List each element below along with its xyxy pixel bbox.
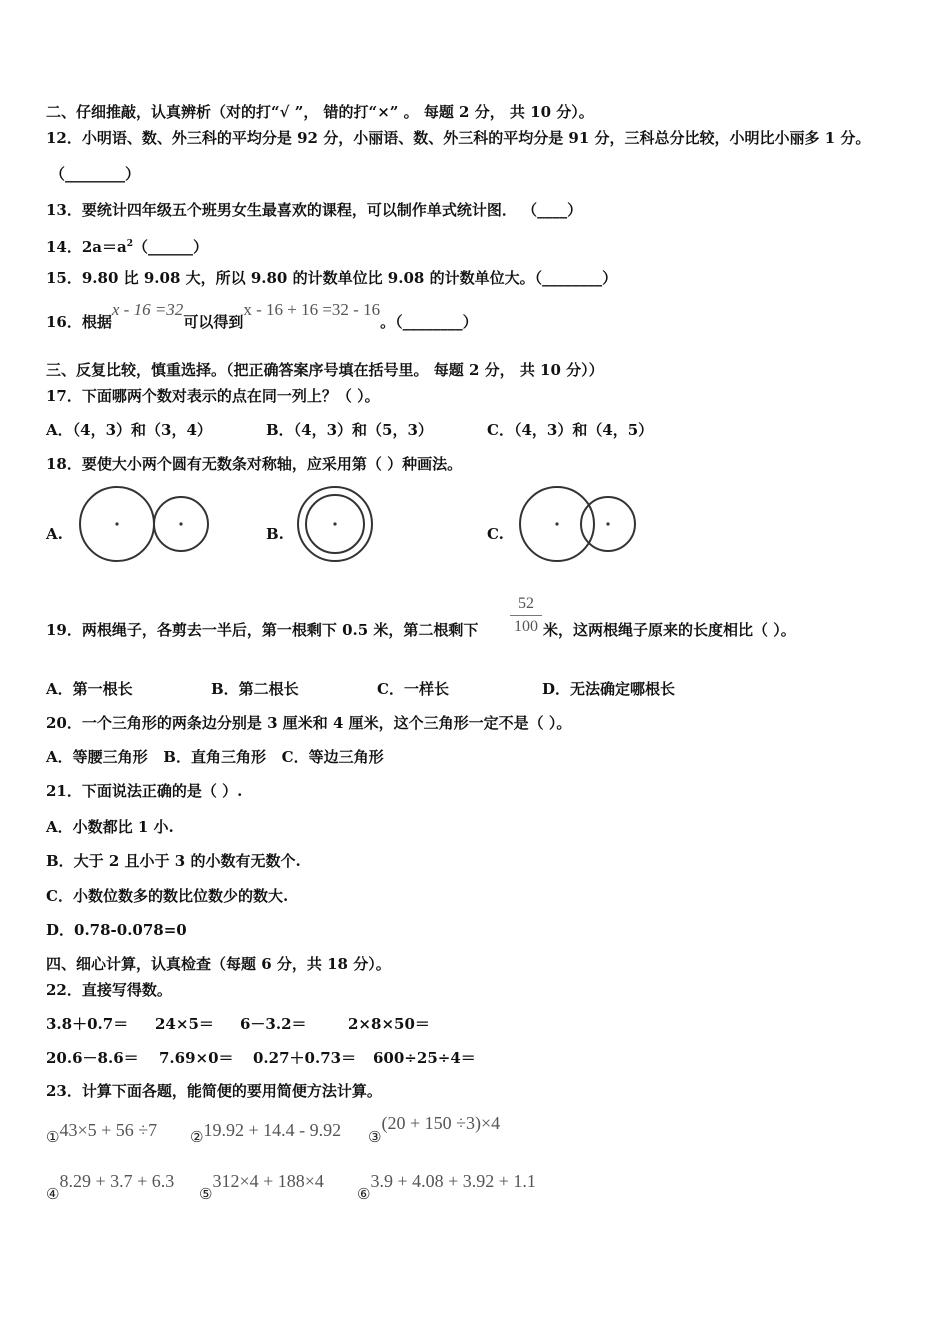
q22-item-6: 7.69×0＝ bbox=[159, 1049, 234, 1067]
q17-text: 17．下面哪两个数对表示的点在同一列上？（ ）。 bbox=[46, 387, 380, 405]
q21-option-c[interactable]: C．小数位数多的数比位数少的数大. bbox=[46, 887, 289, 905]
q19-option-d[interactable]: D．无法确定哪根长 bbox=[542, 680, 676, 698]
q23-item-3 bbox=[368, 1113, 501, 1146]
q21-option-d[interactable]: D．0.78-0.078=0 bbox=[46, 921, 187, 939]
section2-header: 二、仔细推敲，认真辨析（对的打“√ ”， 错的打“×” 。 每题 2 分， 共 10 分）。 bbox=[46, 103, 594, 121]
q22-item-7: 0.27＋0.73＝ bbox=[253, 1049, 357, 1067]
q19-fraction-bar bbox=[510, 615, 542, 616]
q19-text-a: 19．两根绳子，各剪去一半后，第一根剩下 0.5 米，第二根剩下 bbox=[46, 621, 479, 639]
q19-option-b[interactable]: B．第二根长 bbox=[211, 680, 299, 698]
q21-option-a[interactable]: A．小数都比 1 小. bbox=[46, 818, 174, 836]
q19-fraction bbox=[510, 594, 542, 637]
q23-item-4-expression: 8.29 + 3.7 + 6.3 bbox=[59, 1171, 175, 1191]
q23-item-5-number: ⑤ bbox=[199, 1185, 213, 1203]
q18-text: 18．要使大小两个圆有无数条对称轴，应采用第（ ）种画法。 bbox=[46, 455, 463, 473]
q23-item-5 bbox=[199, 1171, 324, 1203]
q22-item-2: 24×5＝ bbox=[155, 1015, 214, 1033]
q17-option-b[interactable]: B．（4，3）和（5，3） bbox=[266, 421, 433, 439]
q18-option-c-label[interactable]: C. bbox=[487, 525, 504, 543]
q22-item-3: 6－3.2＝ bbox=[240, 1015, 307, 1033]
q23-item-1-expression: 43×5 + 56 ÷7 bbox=[59, 1120, 158, 1140]
q17-option-c[interactable]: C．（4，3）和（4，5） bbox=[487, 421, 654, 439]
q16-prefix: 16．根据 bbox=[46, 313, 112, 331]
q23-item-2-expression: 19.92 + 14.4 - 9.92 bbox=[203, 1120, 342, 1140]
q23-text: 23．计算下面各题，能简便的要用简便方法计算。 bbox=[46, 1082, 382, 1100]
q20-options[interactable]: A．等腰三角形 B．直角三角形 C．等边三角形 bbox=[46, 748, 384, 766]
q12-answer-blank[interactable]: （________） bbox=[50, 165, 141, 183]
q15-text: 15．9.80 比 9.08 大，所以 9.80 的计数单位比 9.08 的计数单位大。（________） bbox=[46, 269, 618, 287]
q22-text: 22．直接写得数。 bbox=[46, 981, 172, 999]
q23-item-1 bbox=[46, 1120, 158, 1146]
q23-item-4 bbox=[46, 1171, 175, 1203]
q14-text bbox=[46, 234, 208, 257]
q23-item-3-number: ③ bbox=[368, 1128, 382, 1146]
q20-text: 20．一个三角形的两条边分别是 3 厘米和 4 厘米，这个三角形一定不是（ ）。 bbox=[46, 714, 572, 732]
q23-item-2-number: ② bbox=[190, 1128, 204, 1146]
q19-fraction-denominator: 100 bbox=[514, 618, 538, 635]
q23-item-6 bbox=[357, 1171, 536, 1203]
q14-prefix: 14．2a＝a bbox=[46, 238, 127, 256]
q23-item-3-expression: (20 + 150 ÷3)×4 bbox=[381, 1113, 501, 1133]
q18-figure-c bbox=[518, 486, 640, 566]
q19-option-c[interactable]: C．一样长 bbox=[377, 680, 449, 698]
section4-header: 四、细心计算，认真检查（每题 6 分，共 18 分）。 bbox=[46, 955, 391, 973]
q23-item-1-number: ① bbox=[46, 1128, 60, 1146]
q23-item-6-number: ⑥ bbox=[357, 1185, 371, 1203]
q13-text: 13．要统计四年级五个班男女生最喜欢的课程，可以制作单式统计图． （____） bbox=[46, 201, 583, 219]
q22-item-4: 2×8×50＝ bbox=[348, 1015, 430, 1033]
q19-option-a[interactable]: A．第一根长 bbox=[46, 680, 133, 698]
q18-figure-b bbox=[296, 486, 376, 566]
q23-item-2 bbox=[190, 1120, 342, 1146]
q19-text-b: 米，这两根绳子原来的长度相比（ ）。 bbox=[543, 621, 796, 639]
q23-item-5-expression: 312×4 + 188×4 bbox=[212, 1171, 324, 1191]
q22-item-1: 3.8＋0.7＝ bbox=[46, 1015, 129, 1033]
q19-fraction-numerator: 52 bbox=[518, 595, 534, 612]
q16-text bbox=[46, 300, 478, 331]
q17-option-a[interactable]: A．（4，3）和（3，4） bbox=[46, 421, 212, 439]
q21-option-b[interactable]: B．大于 2 且小于 3 的小数有无数个. bbox=[46, 852, 301, 870]
q18-option-b-label[interactable]: B. bbox=[266, 525, 284, 543]
q14-exponent: 2 bbox=[126, 239, 134, 249]
q18-figure-a bbox=[78, 486, 213, 566]
q18-option-a-label[interactable]: A. bbox=[46, 525, 63, 543]
q22-item-8: 600÷25÷4＝ bbox=[373, 1049, 476, 1067]
q14-blank[interactable]: （______） bbox=[133, 238, 209, 256]
q16-middle: 可以得到 bbox=[183, 313, 244, 331]
q16-equation-1: x - 16 =32 bbox=[111, 300, 184, 319]
q23-item-4-number: ④ bbox=[46, 1185, 60, 1203]
q22-item-5: 20.6－8.6＝ bbox=[46, 1049, 139, 1067]
q21-text: 21．下面说法正确的是（ ）. bbox=[46, 782, 243, 800]
section3-header: 三、反复比较，慎重选择。（把正确答案序号填在括号里。 每题 2 分， 共 10 分）） bbox=[46, 361, 604, 379]
q16-equation-2: x - 16 + 16 =32 - 16 bbox=[243, 300, 381, 319]
q16-blank[interactable]: 。（________） bbox=[380, 313, 478, 331]
q12-text: 12．小明语、数、外三科的平均分是 92 分，小丽语、数、外三科的平均分是 91 分，三科总分比较，小明比小丽多 1 分。 bbox=[46, 129, 871, 147]
q23-item-6-expression: 3.9 + 4.08 + 3.92 + 1.1 bbox=[370, 1171, 536, 1191]
